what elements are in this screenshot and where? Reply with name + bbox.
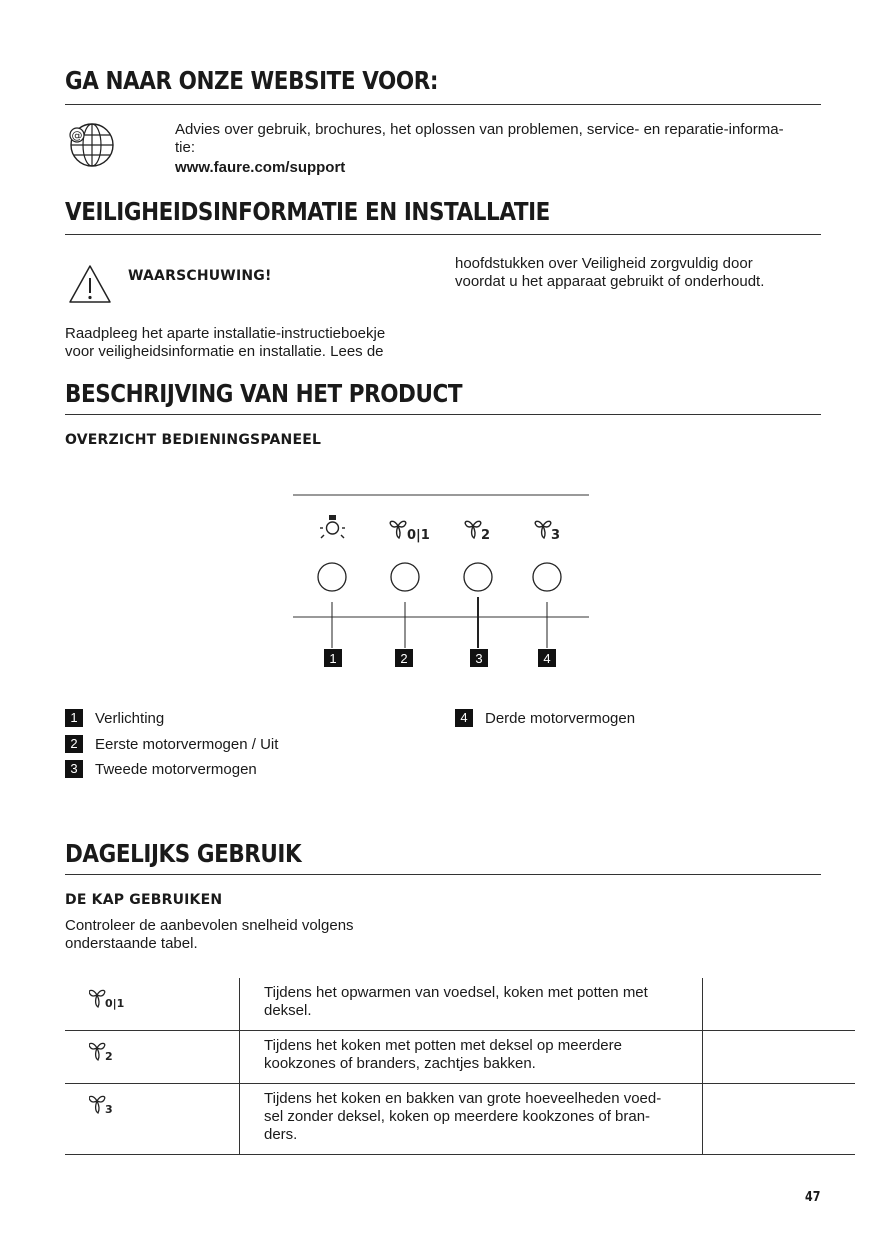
empty-cell: [703, 978, 856, 1031]
legend-label: Verlichting: [95, 709, 165, 727]
legend-item: [65, 709, 164, 727]
speed-cell: [65, 1084, 240, 1155]
description-cell: [240, 978, 703, 1031]
support-link[interactable]: www.faure.com/support: [175, 159, 346, 176]
legend-number: 3: [65, 760, 83, 778]
description-line: Tijdens het koken en bakken van grote hoeveelheden voed-: [264, 1090, 662, 1107]
empty-cell: [703, 1084, 856, 1155]
description-cell: [240, 1031, 703, 1084]
fan-speed-label-3: 3: [551, 528, 561, 543]
panel-subheading: OVERZICHT BEDIENINGSPANEEL: [65, 432, 322, 448]
speed-cell: [65, 1031, 240, 1084]
safety-right-line1: hoofdstukken over Veiligheid zorgvuldig door: [455, 255, 753, 272]
speed-cell: [65, 978, 240, 1031]
safety-left-line2: voor veiligheidsinformatie en installatie. Lees de: [65, 343, 384, 360]
fan-icon: [89, 1092, 129, 1116]
website-text-line2: tie:: [175, 139, 196, 156]
light-icon: [320, 515, 345, 538]
callout-1: 1: [329, 651, 337, 666]
speed-table: [65, 978, 855, 1155]
callout-4: 4: [543, 651, 551, 666]
intro-line2: onderstaande tabel.: [65, 935, 198, 952]
safety-rule: [65, 234, 821, 235]
product-rule: [65, 414, 821, 415]
product-heading: BESCHRIJVING VAN HET PRODUCT: [65, 379, 463, 408]
legend-item: [65, 760, 257, 778]
daily-heading: DAGELIJKS GEBRUIK: [65, 839, 302, 868]
safety-left-line1: Raadpleeg het aparte installatie-instructieboekje: [65, 325, 386, 342]
fan-icon: [390, 521, 406, 538]
fan-icon: [89, 1039, 129, 1063]
fan-speed-1-button[interactable]: [391, 563, 419, 591]
speed-label: 3: [105, 1103, 113, 1116]
table-row: [65, 1084, 855, 1155]
legend-item: [65, 735, 278, 753]
speed-label: 2: [105, 1050, 113, 1063]
website-heading: GA NAAR ONZE WEBSITE VOOR:: [65, 66, 439, 95]
globe-icon: [64, 122, 116, 168]
website-rule: [65, 104, 821, 105]
description-line: ders.: [264, 1126, 298, 1143]
daily-rule: [65, 874, 821, 875]
description-line: deksel.: [264, 1002, 312, 1019]
description-line: Tijdens het opwarmen van voedsel, koken met potten met: [264, 984, 648, 1001]
fan-speed-label-2: 2: [481, 528, 491, 543]
description-line: kookzones of branders, zachtjes bakken.: [264, 1055, 536, 1072]
empty-cell: [703, 1031, 856, 1084]
legend-number: 2: [65, 735, 83, 753]
warning-icon: [68, 264, 112, 304]
fan-icon: [465, 521, 481, 538]
description-cell: [240, 1084, 703, 1155]
callout-3: 3: [475, 651, 483, 666]
legend-number: 4: [455, 709, 473, 727]
description-line: sel zonder deksel, koken op meerdere kookzones of bran-: [264, 1108, 651, 1125]
svg-text:@: @: [71, 129, 83, 142]
safety-heading: VEILIGHEIDSINFORMATIE EN INSTALLATIE: [65, 197, 550, 226]
fan-speed-3-button[interactable]: [533, 563, 561, 591]
page-number: 47: [805, 1190, 821, 1205]
fan-icon: [535, 521, 551, 538]
callout-2: 2: [400, 651, 408, 666]
fan-speed-2-button[interactable]: [464, 563, 492, 591]
legend-number: 1: [65, 709, 83, 727]
legend-label: Eerste motorvermogen / Uit: [95, 735, 279, 753]
legend-label: Derde motorvermogen: [485, 709, 636, 727]
website-text-line1: Advies over gebruik, brochures, het oplossen van problemen, service- en reparatie-informa-: [175, 121, 784, 138]
safety-right-line2: voordat u het apparaat gebruikt of onderhoudt.: [455, 273, 765, 290]
table-row: [65, 1031, 855, 1084]
control-panel-diagram: [290, 490, 592, 672]
description-line: Tijdens het koken met potten met deksel op meerdere: [264, 1037, 622, 1054]
legend-item: [455, 709, 635, 727]
fan-icon: [89, 986, 129, 1010]
hood-subheading: DE KAP GEBRUIKEN: [65, 892, 223, 908]
legend-label: Tweede motorvermogen: [95, 760, 257, 778]
fan-speed-label-1: 0|1: [407, 528, 430, 543]
warning-label: WAARSCHUWING!: [128, 268, 272, 284]
light-button[interactable]: [318, 563, 346, 591]
speed-label: 0|1: [105, 997, 125, 1010]
intro-line1: Controleer de aanbevolen snelheid volgens: [65, 917, 354, 934]
table-row: [65, 978, 855, 1031]
